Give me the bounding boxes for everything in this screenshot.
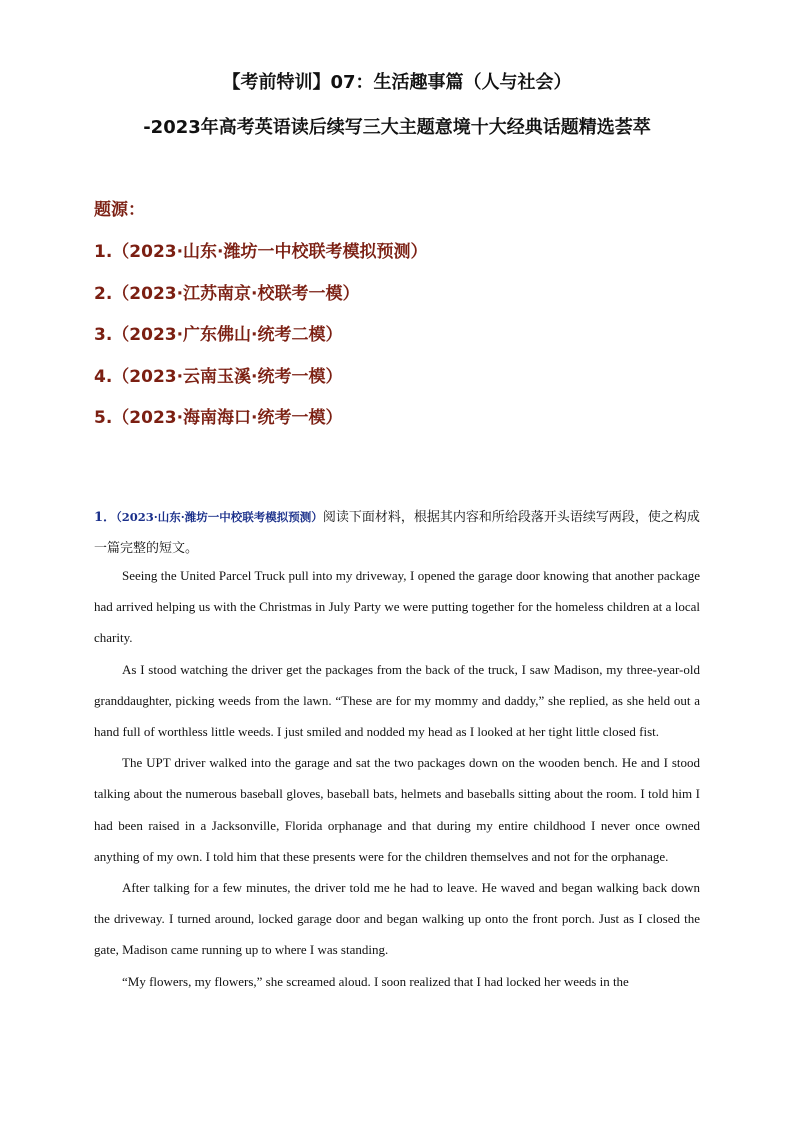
question-source: （2023·山东·潍坊一中校联考模拟预测）: [116, 510, 323, 524]
source-item-4: 4.（2023·云南玉溪·统考一模）: [94, 367, 343, 387]
reading-passage: [94, 560, 700, 997]
source-item-1: 1.（2023·山东·潍坊一中校联考模拟预测）: [94, 242, 428, 262]
document-subtitle: -2023年高考英语读后续写三大主题意境十大经典话题精选荟萃: [143, 117, 651, 138]
passage-paragraph: After talking for a few minutes, the driver told me he had to leave. He waved and began walking back down the driveway. I turned around, locked garage door and began walking up onto the front porch. Just as I closed the gate, Madison came running up to where I was standing.: [94, 880, 700, 958]
passage-paragraph: As I stood watching the driver get the packages from the back of the truck, I saw Madison, my three-year-old granddaughter, picking weeds from the lawn. “These are for my mommy and daddy,” she replied, as she held out a hand full of worthless little weeds. I just smiled and nodded my head as I looked at her tight little closed fist.: [94, 661, 700, 740]
passage-paragraph: “My flowers, my flowers,” she screamed aloud. I soon realized that I had locked her weeds in the: [122, 973, 629, 989]
source-item-5: 5.（2023·海南海口·统考一模）: [94, 408, 343, 428]
passage-paragraph: Seeing the United Parcel Truck pull into my driveway, I opened the garage door knowing that another package had arrived helping us with the Christmas in July Party we were putting together for the homeless children at a local charity.: [94, 568, 700, 646]
source-item-3: 3.（2023·广东佛山·统考二模）: [94, 325, 343, 345]
question-intro: [94, 502, 706, 564]
document-title: 【考前特训】07：生活趣事篇（人与社会）: [222, 72, 572, 93]
sources-heading: 题源：: [94, 200, 145, 220]
source-item-2: 2.（2023·江苏南京·校联考一模）: [94, 284, 360, 304]
question-instruction: 阅读下面材料，根据其内容和所给段落开头语续写两段，使之构成一篇完整的短文。: [94, 510, 700, 556]
question-number: 1．: [94, 510, 117, 525]
passage-paragraph: The UPT driver walked into the garage and sat the two packages down on the wooden bench. He and I stood talking about the numerous baseball gloves, baseball bats, helmets and baseballs sitting about the room. I told him I had been raised in a Jacksonville, Florida orphanage and that during my entire childhood I never once owned anything of my own. I told him that these presents were for the children themselves and not for the orphanage.: [94, 755, 700, 864]
